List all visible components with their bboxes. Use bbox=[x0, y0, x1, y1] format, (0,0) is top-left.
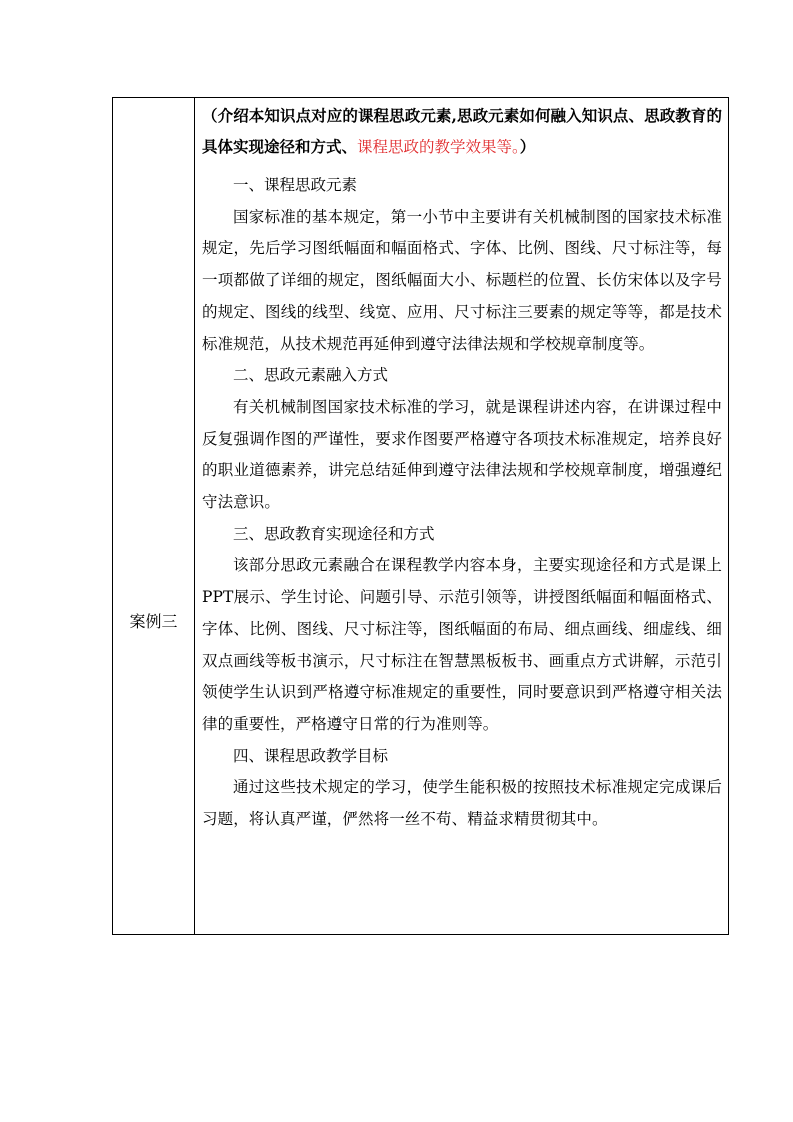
section-heading-3: 三、思政教育实现途径和方式 bbox=[233, 524, 435, 543]
intro-bold-text: （介绍本知识点对应的课程思政元素,思政元素如何融入知识点、思政教育的具体实现途径和方式、 bbox=[202, 106, 722, 156]
intro-closing: ） bbox=[519, 137, 536, 156]
intro-paragraph bbox=[202, 100, 722, 163]
section-body-3: 该部分思政元素融合在课程教学内容本身，主要实现途径和方式是课上PPT展示、学生讨论、问题引导、示范引领等，讲授图纸幅面和幅面格式、字体、比例、图线、尺寸标注等，图纸幅面的布局、细点画线、细虚线、细双点画线等板书演示，尺寸标注在智慧黑板板书、画重点方式讲解，示范引领使学生认识到严格遵守标准规定的重要性，同时要意识到严格遵守相关法律的重要性，严格遵守日常的行为准则等。 bbox=[202, 556, 722, 733]
section-body-4: 通过这些技术规定的学习，使学生能积极的按照技术标准规定完成课后习题，将认真严谨，俨然将一丝不苟、精益求精贯彻其中。 bbox=[202, 778, 722, 829]
section-heading-4: 四、课程思政教学目标 bbox=[233, 746, 389, 765]
section-heading-2: 二、思政元素融入方式 bbox=[233, 366, 389, 385]
case-table bbox=[112, 97, 729, 935]
section-body-2: 有关机械制图国家技术标准的学习，就是课程讲述内容，在讲课过程中反复强调作图的严谨性，要求作图要严格遵守各项技术标准规定，培养良好的职业道德素养，讲完总结延伸到遵守法律法规和学校规章制度，增强遵纪守法意识。 bbox=[202, 397, 722, 512]
intro-red-text: 课程思政的教学效果等。 bbox=[357, 138, 520, 156]
section-heading-1: 一、课程思政元素 bbox=[233, 176, 358, 194]
row-label-cell bbox=[113, 98, 195, 934]
content-cell bbox=[195, 98, 728, 934]
section-body-1: 国家标准的基本规定，第一小节中主要讲有关机械制图的国家技术标准规定，先后学习图纸幅面和幅面格式、字体、比例、图线、尺寸标注等，每一项都做了详细的规定，图纸幅面大小、标题栏的位置、长仿宋体以及字号的规定、图线的线型、线宽、应用、尺寸标注三要素的规定等等，都是技术标准规范，从技术规范再延伸到遵守法律法规和学校规章制度等。 bbox=[202, 207, 722, 353]
row-label: 案例三 bbox=[129, 612, 178, 631]
